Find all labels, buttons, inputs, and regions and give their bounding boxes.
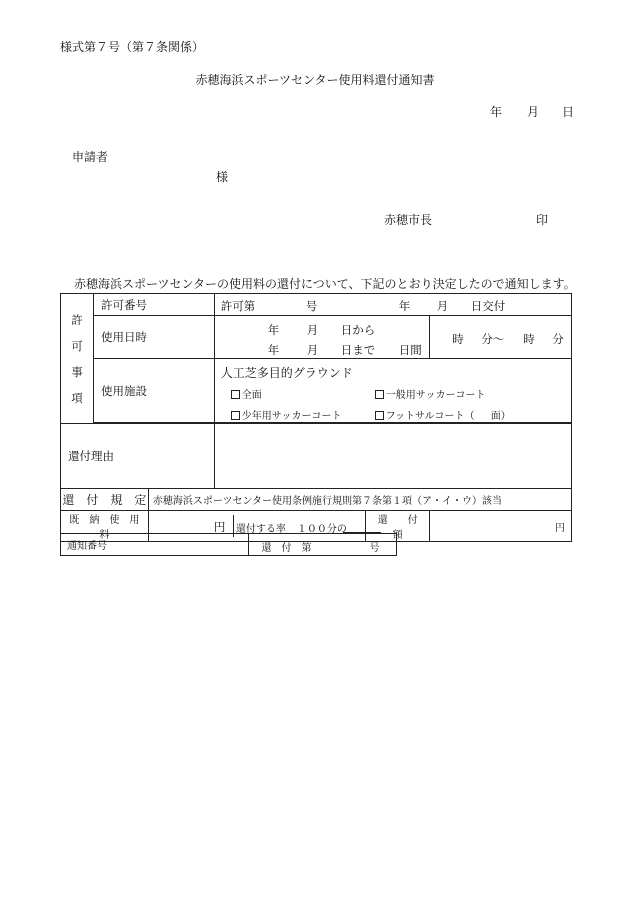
date-month-label: 月	[527, 105, 540, 119]
checkbox-general-soccer[interactable]	[375, 390, 384, 399]
permit-char-3: 事	[71, 364, 83, 379]
refund-amount-label: 還 付 額	[366, 511, 430, 542]
refund-reason-label: 還付理由	[61, 424, 215, 489]
refund-number-prefix: 還 付 第	[261, 542, 312, 554]
refund-rate-label: 還付する率	[235, 524, 286, 535]
notice-number-table	[60, 533, 397, 556]
permit-year: 年	[398, 298, 411, 313]
permit-day-issued: 日交付	[470, 298, 506, 313]
time-hour-from: 時	[452, 331, 464, 346]
facility-name: 人工芝多目的グラウンド	[220, 365, 353, 380]
from-day: 日から	[340, 322, 376, 337]
permit-table	[60, 293, 572, 542]
date-year-label: 年	[490, 105, 503, 119]
permit-number-value[interactable]	[214, 294, 571, 316]
notice-number-label: 通知番号	[61, 534, 249, 556]
until-year: 年	[267, 342, 280, 357]
checkbox-youth-soccer[interactable]	[231, 411, 240, 420]
permit-char-1: 許	[71, 312, 83, 327]
yen-unit-1: 円	[213, 520, 226, 534]
until-day: 日まで	[340, 342, 376, 357]
refund-rule-value: 赤穂海浜スポーツセンター使用条例施行規則第７条第１項（ア・イ・ウ）該当	[148, 489, 571, 511]
until-month: 月	[306, 342, 319, 357]
option-futsal[interactable]: フットサルコート（	[375, 407, 475, 422]
time-minute-from: 分〜	[481, 331, 505, 346]
time-minute-to: 分	[552, 331, 564, 346]
permit-char-4: 項	[71, 390, 83, 405]
permit-number-label: 許可番号	[93, 294, 214, 316]
form-number: 様式第７号（第７条関係）	[60, 40, 205, 54]
option-general-soccer[interactable]: 一般用サッカーコート	[375, 386, 486, 401]
usage-date-range[interactable]	[214, 316, 430, 359]
permit-number-prefix: 許可第	[220, 298, 256, 313]
document-title: 赤穂海浜スポーツセンター使用料還付通知書	[195, 73, 435, 87]
option-youth-soccer[interactable]: 少年用サッカーコート	[231, 407, 342, 422]
days-count: 日間	[398, 342, 422, 357]
permit-month: 月	[436, 298, 449, 313]
from-year: 年	[267, 322, 280, 337]
permit-char-2: 可	[71, 338, 83, 353]
futsal-unit: 面）	[490, 410, 511, 422]
from-month: 月	[306, 322, 319, 337]
refund-number-value[interactable]	[249, 534, 397, 556]
applicant-label: 申請者	[72, 150, 109, 164]
mayor-label: 赤穂市長	[384, 213, 433, 227]
date-day-label: 日	[562, 105, 575, 119]
permit-number-go: 号	[305, 298, 318, 313]
usage-datetime-label: 使用日時	[93, 316, 214, 359]
refund-number-suffix: 号	[369, 542, 380, 554]
refund-rule-label: 還 付 規 定	[61, 489, 149, 511]
option-full[interactable]: 全面	[231, 386, 262, 401]
permit-group-label	[61, 294, 94, 424]
checkbox-futsal[interactable]	[375, 411, 384, 420]
intro-text: 赤穂海浜スポーツセンターの使用料の還付について、下記のとおり決定したので通知します。	[74, 277, 576, 291]
checkbox-full[interactable]	[231, 390, 240, 399]
usage-time-range[interactable]	[430, 316, 572, 359]
refund-reason-value[interactable]	[214, 424, 571, 489]
time-hour-to: 時	[523, 331, 535, 346]
refund-rate-value: １００分の	[296, 524, 347, 535]
paid-fee-label: 既 納 使 用 料	[61, 511, 149, 542]
yen-unit-2: 円	[430, 511, 572, 542]
seal-mark: 印	[536, 213, 549, 227]
facility-options	[214, 359, 571, 423]
applicant-honorific: 様	[216, 170, 229, 184]
facility-label: 使用施設	[93, 359, 214, 423]
